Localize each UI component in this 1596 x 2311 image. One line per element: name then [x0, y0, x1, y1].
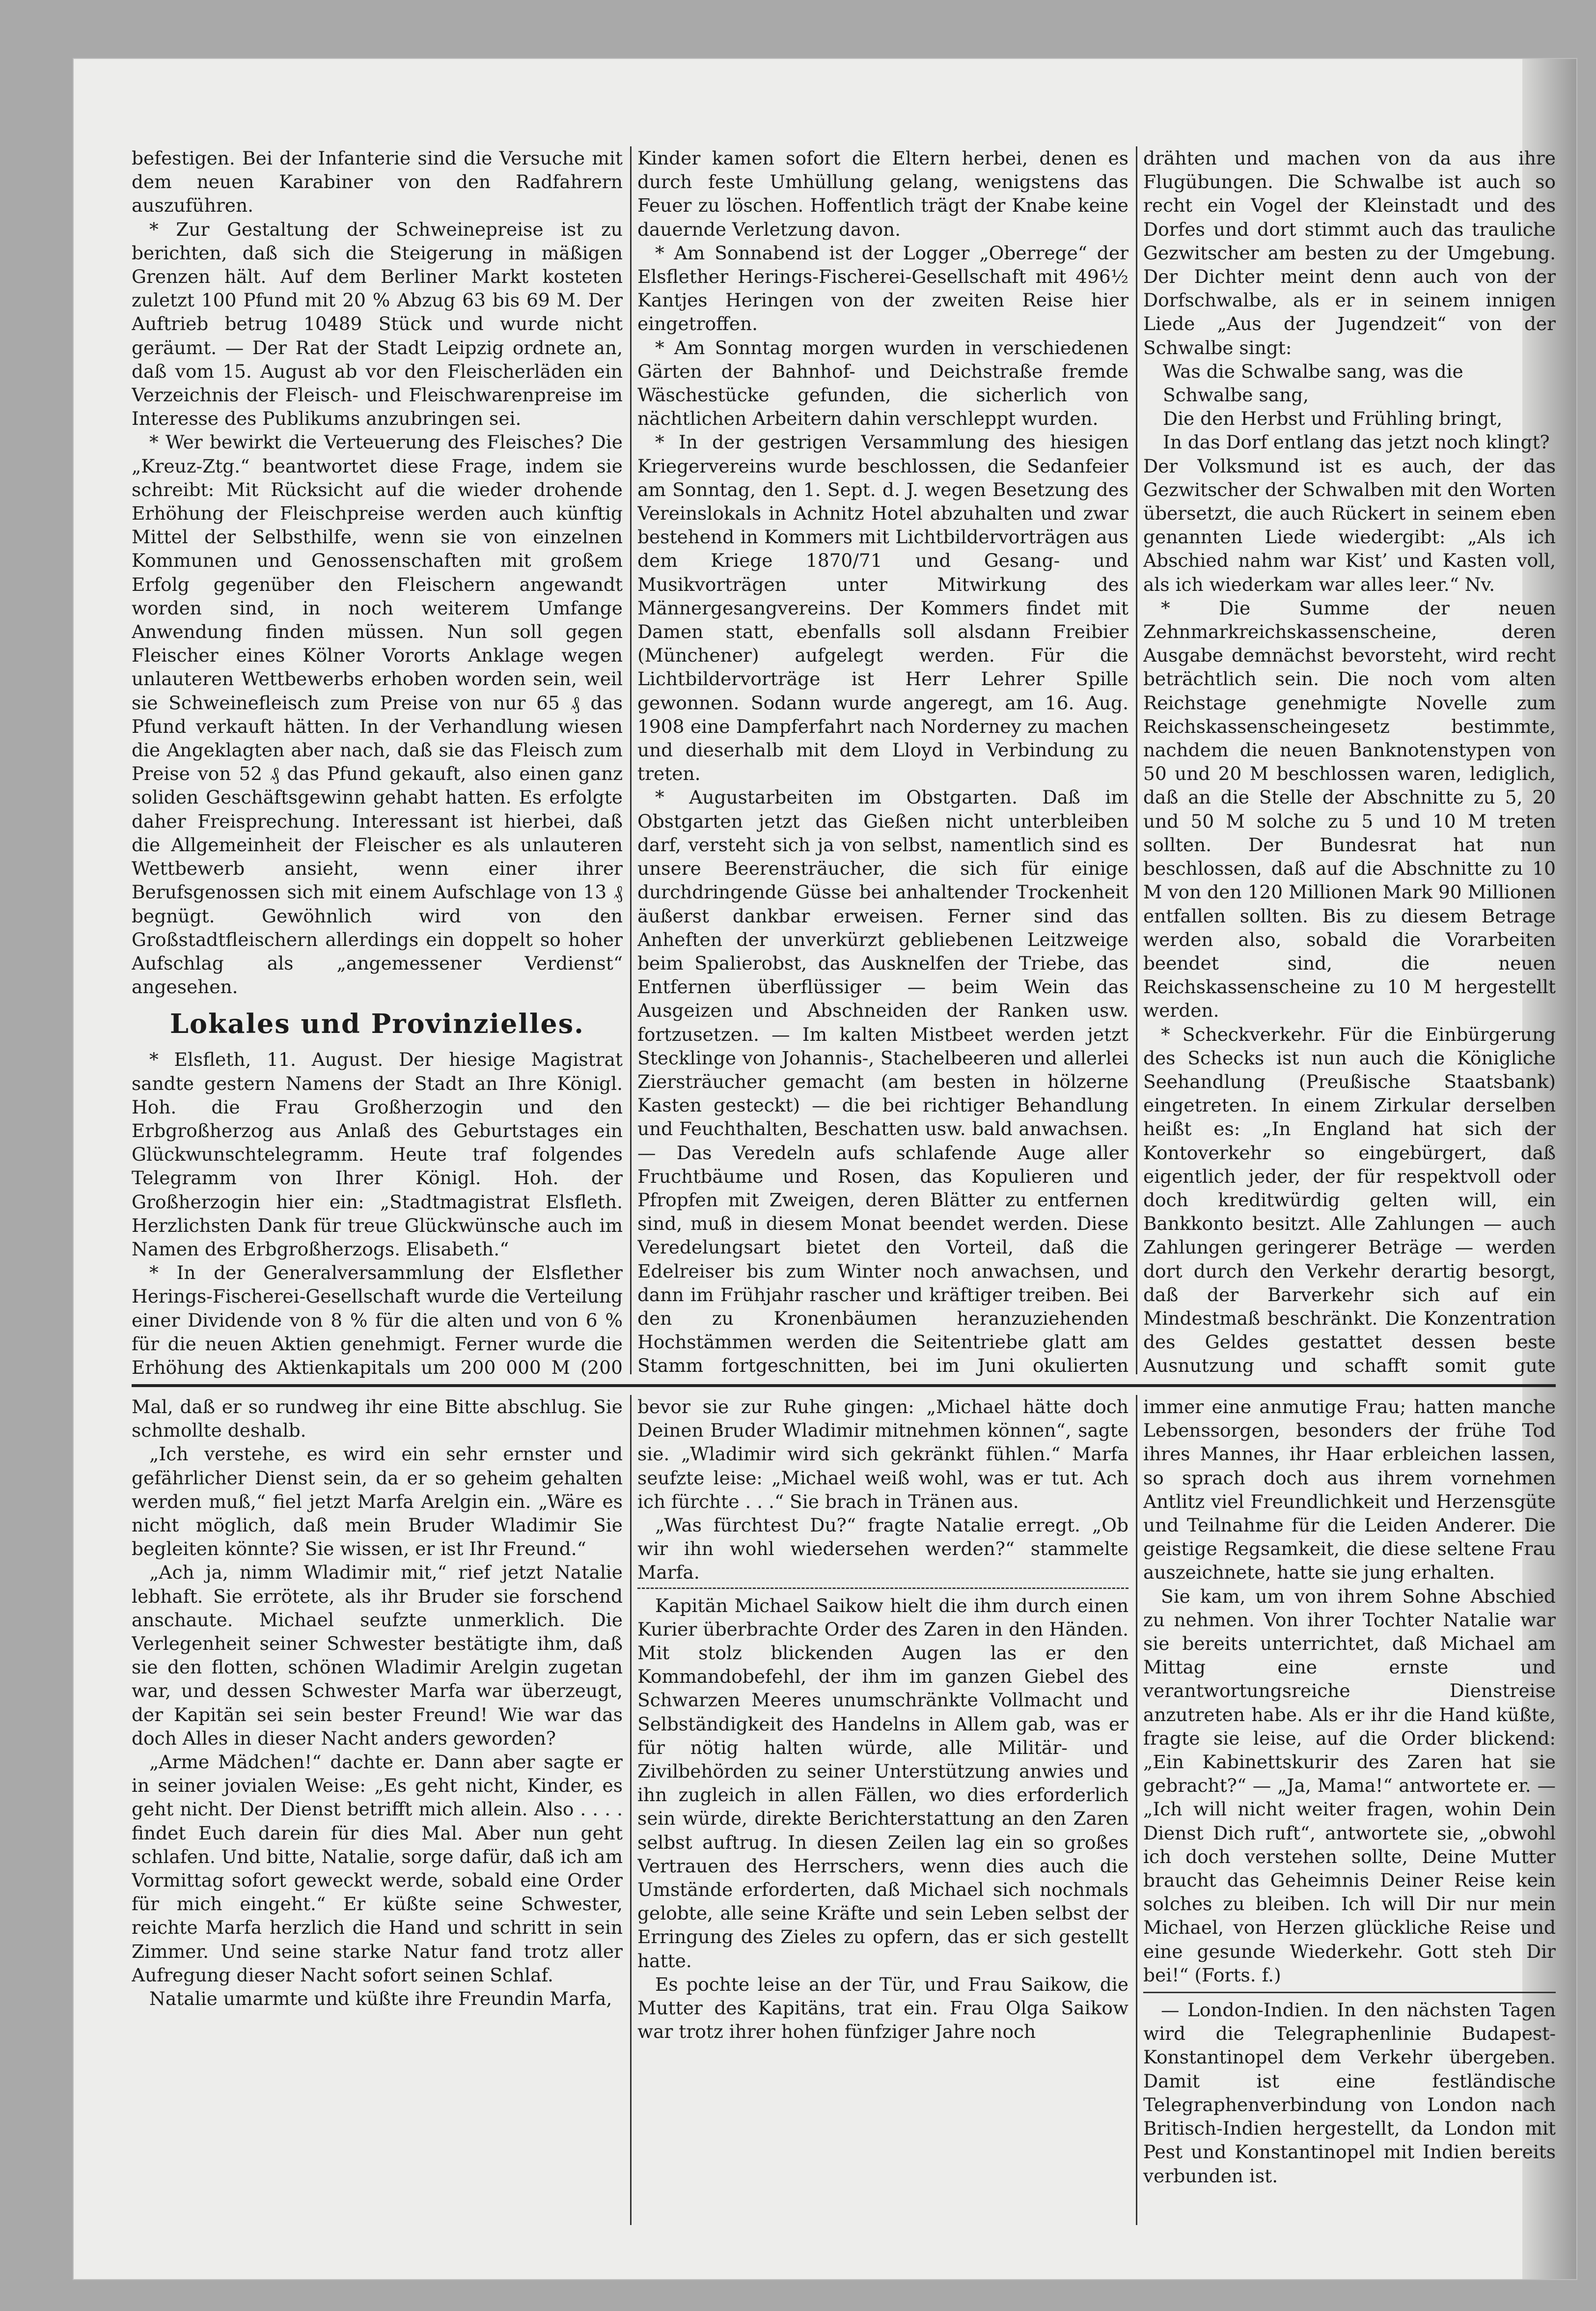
column-divider: [630, 1395, 632, 2225]
poem-line: Was die Schwalbe sang, was die Schwalbe sang,: [1163, 360, 1463, 406]
article-paragraph: * In der gestrigen Versammlung des hiesigen Kriegervereins wurde beschlossen, die Sedanfeier am Sonntag, den 1. Sept. d. J. wegen Besetzung des Vereinslokals in Achnitz Hotel abzuhalten und zwar bestehend in Kommers mit Lichtbildervorträgen aus dem Kriege 1870/71 und Gesang- und Musikvorträgen unter Mitwirkung des Männergesangvereins. Der Kommers findet mit Damen statt, ebenfalls soll alsdann Freibier (Münchener) aufgelegt werden. Für die Lichtbildervorträge ist Herr Lehrer Spille gewonnen. Sodann wurde angeregt, am 16. Aug. 1908 eine Dampferfahrt nach Norderney zu machen und dieserhalb mit dem Lloyd in Verbindung zu treten.: [637, 431, 1128, 785]
serial-paragraph: Kapitän Michael Saikow hielt die ihm durch einen Kurier überbrachte Order des Zaren in den Händen. Mit stolz blickenden Augen las er den Kommandobefehl, der ihm im ganzen Giebel des Schwarzen Meeres unumschränkte Vollmacht und Selbständigkeit des Handelns in Allem gab, was er für nötig halten würde, alle Militär- und Zivilbehörden zu seiner Unterstützung anwies und ihn zugleich in allen Fällen, wo dies erforderlich sein würde, direkte Berichterstattung an den Zaren selbst auftrug. In diesen Zeilen lag ein so großes Vertrauen des Herrschers, wenn dies auch die Umstände erforderten, daß Michael sich nochmals gelobte, alle seine Kräfte und sein Leben selbst der Erringung des Zieles zu opfern, das er sich gestellt hatte.: [637, 1594, 1128, 1972]
column-divider: [1136, 146, 1137, 1374]
newspaper-page: [74, 59, 1576, 2279]
serial-paragraph: bevor sie zur Ruhe gingen: „Michael hätte doch Deinen Bruder Wladimir mitnehmen können“, sagte sie. „Wladimir wird sich gekränkt fühlen.“ Marfa seufzte leise: „Michael weiß wohl, was er tut. Ach ich fürchte . . .“ Sie brach in Tränen aus.: [637, 1396, 1128, 1512]
serial-paragraph: „Was fürchtest Du?“ fragte Natalie erregt. „Ob wir ihn wohl wiedersehen werden?“ stammelte Marfa.: [637, 1514, 1128, 1584]
article-paragraph: — London-Indien. In den nächsten Tagen wird die Telegraphenlinie Budapest-Konstantinopel dem Verkehr übergeben. Damit ist eine festländische Telegraphenverbindung von London nach Britisch-Indien hergestellt, da London mit Pest und Konstantinopel mit Indien bereits verbunden ist.: [1143, 1999, 1556, 2187]
serial-paragraph: „Ich verstehe, es wird ein sehr ernster und gefährlicher Dienst sein, da er so geheim gehalten werden muß,“ fiel jetzt Marfa Arelgin ein. „Wäre es nicht möglich, daß mein Bruder Wladimir Sie begleiten könnte? Sie wissen, er ist Ihr Freund.“: [132, 1443, 623, 1560]
article-paragraph: * Scheckverkehr. Für die Einbürgerung des Schecks ist nun auch die Königliche Seehandlung (Preußische Staatsbank) eingetreten. In einem Zirkular derselben heißt es: „In England hat sich der Kontoverkehr so eingebürgert, daß eigentlich jeder, der für respektvoll oder doch kreditwürdig gelten will, ein Bankkonto besitzt. Alle Zahlungen — auch Zahlungen geringerer Beträge — werden dort durch den Verkehr derartig besorgt, daß der Barverkehr sich auf ein Mindestmaß beschränkt. Die Konzentration des Geldes gestattet dessen beste Ausnutzung und schafft somit gute: [1143, 1023, 1556, 1377]
column-divider: [1136, 1395, 1137, 2225]
top-column-1: [132, 146, 623, 1379]
article-paragraph: * Die Summe der neuen Zehnmarkreichskassenscheine, deren Ausgabe demnächst bevorsteht, wird recht beträchtlich sein. Die noch vom alten Reichstage genehmigte Novelle zum Reichskassenscheingesetz bestimmte, nachdem die neuen Banknotenstypen von 50 und 20 M beschlossen waren, lediglich, daß an die Stelle der Abschnitte zu 5, 20 und 50 M solche zu 5 und 10 M treten sollten. Der Bundesrat hat nun beschlossen, daß auf die Abschnitte zu 10 M von den 120 Millionen Mark 90 Millionen entfallen sollten. Bis zu diesem Betrage werden also, sobald die Vorarbeiten beendet sind, die neuen Reichskassenscheine zu 10 M hergestellt werden.: [1143, 597, 1556, 1022]
column-divider: [630, 146, 632, 1374]
section-heading: Lokales und Provinzielles.: [170, 1008, 584, 1040]
section-separator: [132, 1384, 1556, 1387]
poem-line: In das Dorf entlang das jetzt noch klingt?: [1163, 431, 1550, 453]
article-paragraph: * Am Sonnabend ist der Logger „Oberrege“ der Elsflether Herings-Fischerei-Gesellschaft mit 496½ Kantjes Heringen von der zweiten Reise hier eingetroffen.: [637, 242, 1128, 335]
article-paragraph: Der Volksmund ist es auch, der das Gezwitscher der Schwalben mit den Worten übersetzt, die auch Rückert in seinem eben genannten Liede wiedergibt: „Als ich Abschied nahm war Kist’ und Kasten voll, als ich wiederkam war alles leer.“ Nv.: [1143, 455, 1556, 595]
bottom-column-3: [1143, 1395, 1556, 2230]
article-paragraph: befestigen. Bei der Infanterie sind die Versuche mit dem neuen Karabiner von den Radfahrern auszuführen.: [132, 147, 623, 217]
serial-paragraph: Sie kam, um von ihrem Sohne Abschied zu nehmen. Von ihrer Tochter Natalie war sie bereits unterrichtet, daß Michael am Mittag eine ernste und verantwortungsreiche Dienstreise anzutreten habe. Als er ihr die Hand küßte, fragte sie leise, auf die Order blickend: „Ein Kabinettskurir des Zaren hat sie gebracht?“ — „Ja, Mama!“ antwortete er. — „Ich will nicht weiter fragen, wohin Dein Dienst Dich ruft“, antwortete sie, „obwohl ich doch verstehen sollte, Deine Mutter braucht das Geheimnis Deiner Reise kein solches zu bleiben. Ich will Dir nur mein Michael, von Herzen glückliche Reise und eine gesunde Wiederkehr. Gott steh Dir bei!“ (Forts. f.): [1143, 1585, 1556, 1986]
article-separator: [1143, 1992, 1556, 1993]
serial-paragraph: „Arme Mädchen!“ dachte er. Dann aber sagte er in seiner jovialen Weise: „Es geht nicht, Kinder, es geht nicht. Der Dienst betrifft mich allein. Also . . . . findet Euch darein für dies Mal. Aber nun geht schlafen. Und bitte, Natalie, sorge dafür, daß ich am Vormittag sofort geweckt werde, sobald eine Order für mich eingeht.“ Er küßte seine Schwester, reichte Marfa herzlich die Hand und schritt in sein Zimmer. Und seine starke Natur fand trotz aller Aufregung dieser Nacht sofort seinen Schlaf.: [132, 1751, 623, 1986]
serial-paragraph: Es pochte leise an der Tür, und Frau Saikow, die Mutter des Kapitäns, trat ein. Frau Olga Saikow war trotz ihrer hohen fünfziger Jahre noch: [637, 1973, 1128, 2043]
top-column-3: [1143, 146, 1556, 1379]
poem-line: Die den Herbst und Frühling bringt,: [1163, 408, 1503, 430]
scene-break: [637, 1587, 1128, 1589]
article-paragraph: * Zur Gestaltung der Schweinepreise ist zu berichten, daß sich die Steigerung in mäßigen Grenzen hält. Auf dem Berliner Markt kosteten zuletzt 100 Pfund mit 20 % Abzug 63 bis 69 M. Der Auftrieb betrug 10489 Stück und wurde nicht geräumt. — Der Rat der Stadt Leipzig ordnete an, daß vom 15. August ab vor den Fleischerläden ein Verzeichnis der Fleisch- und Fleischwarenpreise im Interesse des Publikums anzubringen sei.: [132, 218, 623, 430]
serial-paragraph: „Ach ja, nimm Wladimir mit,“ rief jetzt Natalie lebhaft. Sie errötete, als ihr Bruder sie forschend anschaute. Michael seufzte unmerklich. Die Verlegenheit seiner Schwester bestätigte ihm, daß sie den flotten, schönen Wladimir Arelgin zugetan war, und dessen Schwester Marfa war überzeugt, der Kapitän sei sein bester Freund! Wie war das doch Alles in dieser Nacht anders geworden?: [132, 1561, 623, 1749]
article-paragraph: * Wer bewirkt die Verteuerung des Fleisches? Die „Kreuz-Ztg.“ beantwortet diese Frage, indem sie schreibt: Mit Rücksicht auf die wieder drohende Erhöhung der Fleischpreise werden auch künftig Mittel der Selbsthilfe, wenn sie von einzelnen Kommunen und Genossenschaften mit großem Erfolg gegenüber den Fleischern angewandt worden sind, in noch weiterem Umfange Anwendung finden müssen. Nun soll gegen Fleischer eines Kölner Vororts Anklage wegen unlauteren Wettbewerbs erhoben worden sein, weil sie Schweinefleisch zum Preise von nur 65 ₰ das Pfund verkauft hätten. In der Verhandlung wiesen die Angeklagten aber nach, daß sie das Fleisch zum Preise von 52 ₰ das Pfund gekauft, also einen ganz soliden Geschäftsgewinn gehabt hatten. Es erfolgte daher Freisprechung. Interessant ist hierbei, daß die Allgemeinheit der Fleischer es als unlauteren Wettbewerb ansieht, wenn einer ihrer Berufsgenossen sich mit einem Aufschlage von 13 ₰ begnügt. Gewöhnlich wird von den Großstadtfleischern allerdings ein doppelt so hoher Aufschlag als „angemessener Verdienst“ angesehen.: [132, 431, 623, 998]
article-paragraph: * Am Sonntag morgen wurden in verschiedenen Gärten der Bahnhof- und Deichstraße fremde Wäschestücke gefunden, die sicherlich von nächtlichen Arbeitern dahin verschleppt wurden.: [637, 336, 1128, 430]
serial-paragraph: Natalie umarmte und küßte ihre Freundin Marfa,: [149, 1988, 612, 2010]
serial-paragraph: Mal, daß er so rundweg ihr eine Bitte abschlug. Sie schmollte deshalb.: [132, 1396, 623, 1442]
serial-paragraph: immer eine anmutige Frau; hatten manche Lebenssorgen, besonders der frühe Tod ihres Mannes, ihr Haar erbleichen lassen, so sprach doch aus ihrem vornehmen Antlitz viel Freundlichkeit und Herzensgüte und Teilnahme für die Leiden Anderer. Die geistige Regsamkeit, die diese seltene Frau auszeichnete, hatte sie jung erhalten.: [1143, 1396, 1556, 1584]
article-paragraph: Kinder kamen sofort die Eltern herbei, denen es durch feste Umhüllung gelang, wenigstens das Feuer zu löschen. Hoffentlich trägt der Knabe keine dauernde Verletzung davon.: [637, 147, 1128, 240]
top-column-2: [637, 146, 1128, 1379]
bottom-column-1: [132, 1395, 623, 2230]
bottom-column-2: [637, 1395, 1128, 2230]
article-paragraph: drähten und machen von da aus ihre Flugübungen. Die Schwalbe ist auch so recht ein Vogel der Kleinstadt und des Dorfes und dort stimmt auch das trauliche Gezwitscher am besten zu der Umgebung. Der Dichter meint denn auch von der Dorfschwalbe, als er in seinem innigen Liede „Aus der Jugendzeit“ von der Schwalbe singt:: [1143, 147, 1556, 359]
article-paragraph: * In der Generalversammlung der Elsflether Herings-Fischerei-Gesellschaft wurde die Verteilung einer Dividende von 8 % für die alten und von 6 % für die neuen Aktien genehmigt. Ferner wurde die Erhöhung des Aktienkapitals um 200 000 M (200: [132, 1262, 623, 1378]
article-paragraph: * Elsfleth, 11. August. Der hiesige Magistrat sandte gestern Namens der Stadt an Ihre Königl. Hoh. die Frau Großherzogin und den Erbgroßherzog aus Anlaß des Geburtstages ein Glückwunschtelegramm. Heute traf folgendes Telegramm von Ihrer Königl. Hoh. der Großherzogin hier ein: „Stadtmagistrat Elsfleth. Herzlichsten Dank für treue Glückwünsche auch im Namen des Erbgroßherzogs. Elisabeth.“: [132, 1049, 623, 1260]
article-paragraph: * Augustarbeiten im Obstgarten. Daß im Obstgarten jetzt das Gießen nicht unterbleiben darf, versteht sich ja von selbst, namentlich sind es unsere Beerensträucher, die sich für einige durchdringende Güsse bei anhaltender Trockenheit äußerst dankbar erweisen. Ferner sind das Anheften der unverkürzt gebliebenen Leitzweige beim Spalierobst, das Ausknelfen der Triebe, das Entfernen überflüssiger — beim Wein das Ausgeizen und Abschneiden der Ranken usw. fortzusetzen. — Im kalten Mistbeet werden jetzt Stecklinge von Johannis-, Stachelbeeren und allerlei Ziersträucher gemacht (am besten in hölzerne Kasten gesteckt) — die bei richtiger Behandlung und Feuchthalten, Beschatten usw. bald anwachsen. — Das Veredeln aufs schlafende Auge aller Fruchtbäume und Rosen, das Kopulieren und Pfropfen mit Zweigen, deren Blätter zu entfernen sind, muß in diesem Monat beendet werden. Diese Veredelungsart bietet den Vorteil, daß die Edelreiser bis zum Winter noch anwachsen, und dann im Frühjahr rascher und kräftiger treiben. Bei den zu Kronenbäumen heranzuziehenden Hochstämmen werden die Seitentriebe glatt am Stamm fortgeschnitten, bei im Juni okulierten: [637, 786, 1128, 1377]
